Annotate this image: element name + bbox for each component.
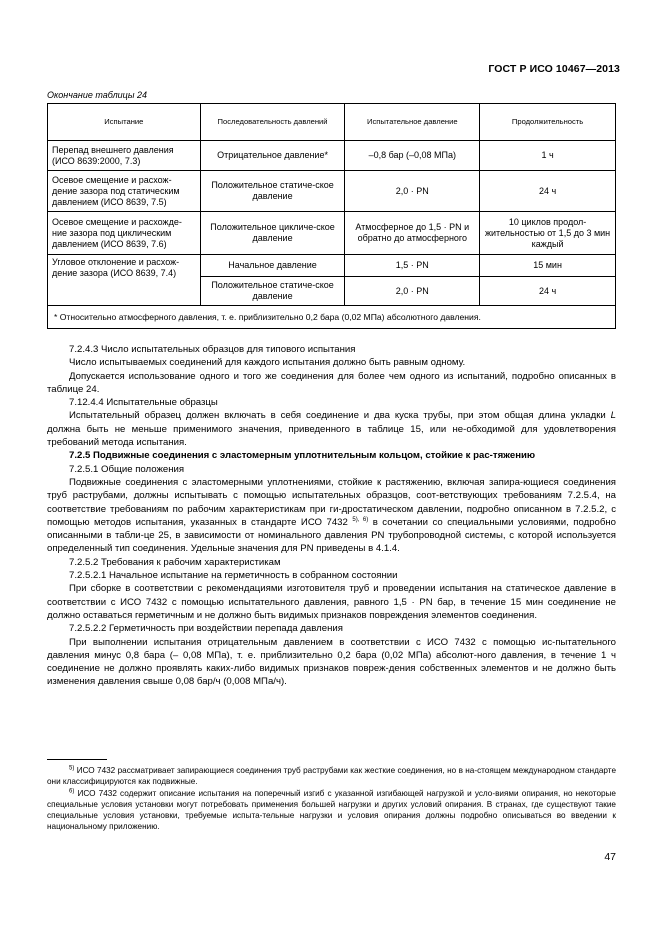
table-row (48, 141, 616, 171)
column-header: Последовательность давлений (200, 104, 345, 141)
cell-pressure: 1,5 · PN (345, 255, 480, 277)
footnotes (47, 765, 616, 833)
table-row (48, 212, 616, 255)
table-24 (47, 103, 616, 329)
variable-l: L (610, 410, 616, 422)
footnote-6: $^{6)}$ ИСО 7432 содержит описание испытания на поперечный изгиб с указанной изгибающей нагрузкой и усло-виями опирания, но некоторые специальные условия установки могут потребовать применения большей нагрузки и других условий опирания. В странах, где существуют такие специальные условия установки, требуемые испыта-тельные нагрузки и условия опирания должны подробно описываться во введении к национальному приложению. (47, 787, 616, 832)
body-text (47, 343, 616, 689)
footnote-5: $^{5)}$ ИСО 7432 рассматривает запирающиеся соединения труб раструбами как жесткие соединения, но в на-стоящем международном стандарте они классифицируются как подвижные. (47, 765, 616, 787)
cell-test: Осевое смещение и расхож-дение зазора под статическим давлением (ИСО 8639, 7.5) (48, 171, 201, 212)
cell-pressure: Атмосферное до 1,5 · PN и обратно до атмосферного (345, 212, 480, 255)
cell-pressure: 2,0 · PN (345, 171, 480, 212)
table-row (48, 171, 616, 212)
column-header: Продолжительность (480, 104, 616, 141)
paragraph: При сборке в соответствии с рекомендациями изготовителя труб и проведении испытания на статическое давление в соответствии с ИСО 7432 с помощью испытательного давления, равного 1,5 · PN бар, в течение 15 мин соединение не должно оставаться герметичным и не должно быть видимых признаков повреждения элементов соединения. (47, 583, 616, 621)
paragraph: Число испытываемых соединений для каждого испытания должно быть равным одному. (69, 357, 466, 369)
paragraph: Подвижные соединения с эластомерными уплотнениями, стойкие к растяжению, включая запира-ющиеся соединения труб раструбами, должны испытывать с помощью испытательных образцов, соот-ветствующих требованиям 7.2.5.4, на соответствие требованиям по рабочим характеристикам при ги-дростатическом давлении, подробно описанном в 7.2.5.2, с помощью методов испытания, указанных в стандарте ИСО 7432 $^{5), 6)}$ в сочетании со специальными условиями, подробно описанными в табли-це 25, в зависимости от номинального давления PN трубопроводной системы, с которой используется определенный тип соединения. Удельные значения для PN приведены в 4.1.4. (47, 476, 616, 555)
column-header: Испытательное давление (345, 104, 480, 141)
paragraph: Испытательный образец должен включать в себя соединение и два куска трубы, при этом общая длина укладки L должна быть не меньше применимого значения, приведенного в таблице 15, или не-обходимой для удовлетворения требований метода испытания. (47, 410, 616, 449)
cell-test: Угловое отклонение и расхож-дение зазора (ИСО 8639, 7.4) (48, 255, 201, 306)
clause-heading: 7.2.4.3 Число испытательных образцов для типового испытания (69, 344, 356, 355)
table-header-row (48, 104, 616, 141)
clause-heading: 7.2.5.2 Требования к рабочим характеристикам (69, 556, 281, 568)
footnote-separator (47, 759, 107, 760)
table-note-row (48, 306, 616, 329)
clause-heading: 7.2.5.2.1 Начальное испытание на герметичность в собранном состоянии (69, 570, 398, 582)
cell-sequence: Начальное давление (200, 255, 345, 277)
cell-test: Перепад внешнего давления (ИСО 8639:2000, 7.3) (48, 141, 201, 171)
table-row (48, 255, 616, 277)
cell-duration: 24 ч (480, 277, 616, 306)
cell-duration: 1 ч (480, 141, 616, 171)
paragraph: Допускается использование одного и того же соединения для более чем одного из испытаний, подробно описанных в таблице 24. (47, 370, 616, 395)
section-heading: 7.2.5 Подвижные соединения с эластомерным уплотнительным кольцом, стойкие к рас-тяжению (69, 450, 536, 462)
footnote-ref: 5), 6) (352, 516, 369, 523)
column-header: Испытание (48, 104, 201, 141)
paragraph: При выполнении испытания отрицательным давлением в соответствии с ИСО 7432 с помощью ис-пытательного давления минус 0,8 бара (– 0,08 МПа), т. е. приблизительно 0,2 бара (0,02 МПа) абсолют-ного давления, в течение 1 ч соединение не должно проявлять каких-либо видимых признаков повреж-дения собственных элементов и не должно быть изменения давления свыше 0,08 бар/ч (0,008 МПа/ч). (47, 636, 616, 688)
standard-designation: ГОСТ Р ИСО 10467—2013 (488, 63, 620, 75)
cell-sequence: Положительное цикличе-ское давление (200, 212, 345, 255)
clause-heading: 7.2.5.1 Общие положения (69, 463, 185, 475)
table-caption: Окончание таблицы 24 (47, 90, 147, 100)
cell-duration: 24 ч (480, 171, 616, 212)
table-note: * Относительно атмосферного давления, т. е. приблизительно 0,2 бара (0,02 МПа) абсолютного давления. (48, 306, 616, 329)
cell-duration: 15 мин (480, 255, 616, 277)
clause-heading: 7.12.4.4 Испытательные образцы (69, 397, 218, 409)
page-number: 47 (604, 851, 616, 863)
cell-duration: 10 циклов продол-жительностью от 1,5 до 3 мин каждый (480, 212, 616, 255)
cell-sequence: Положительное статиче-ское давление (200, 277, 345, 306)
cell-sequence: Отрицательное давление* (200, 141, 345, 171)
cell-test: Осевое смещение и расхожде-ние зазора под циклическим давлением (ИСО 8639, 7.6) (48, 212, 201, 255)
cell-pressure: 2,0 · PN (345, 277, 480, 306)
cell-sequence: Положительное статиче-ское давление (200, 171, 345, 212)
clause-heading: 7.2.5.2.2 Герметичность при воздействии перепада давления (69, 623, 343, 635)
cell-pressure: –0,8 бар (–0,08 МПа) (345, 141, 480, 171)
